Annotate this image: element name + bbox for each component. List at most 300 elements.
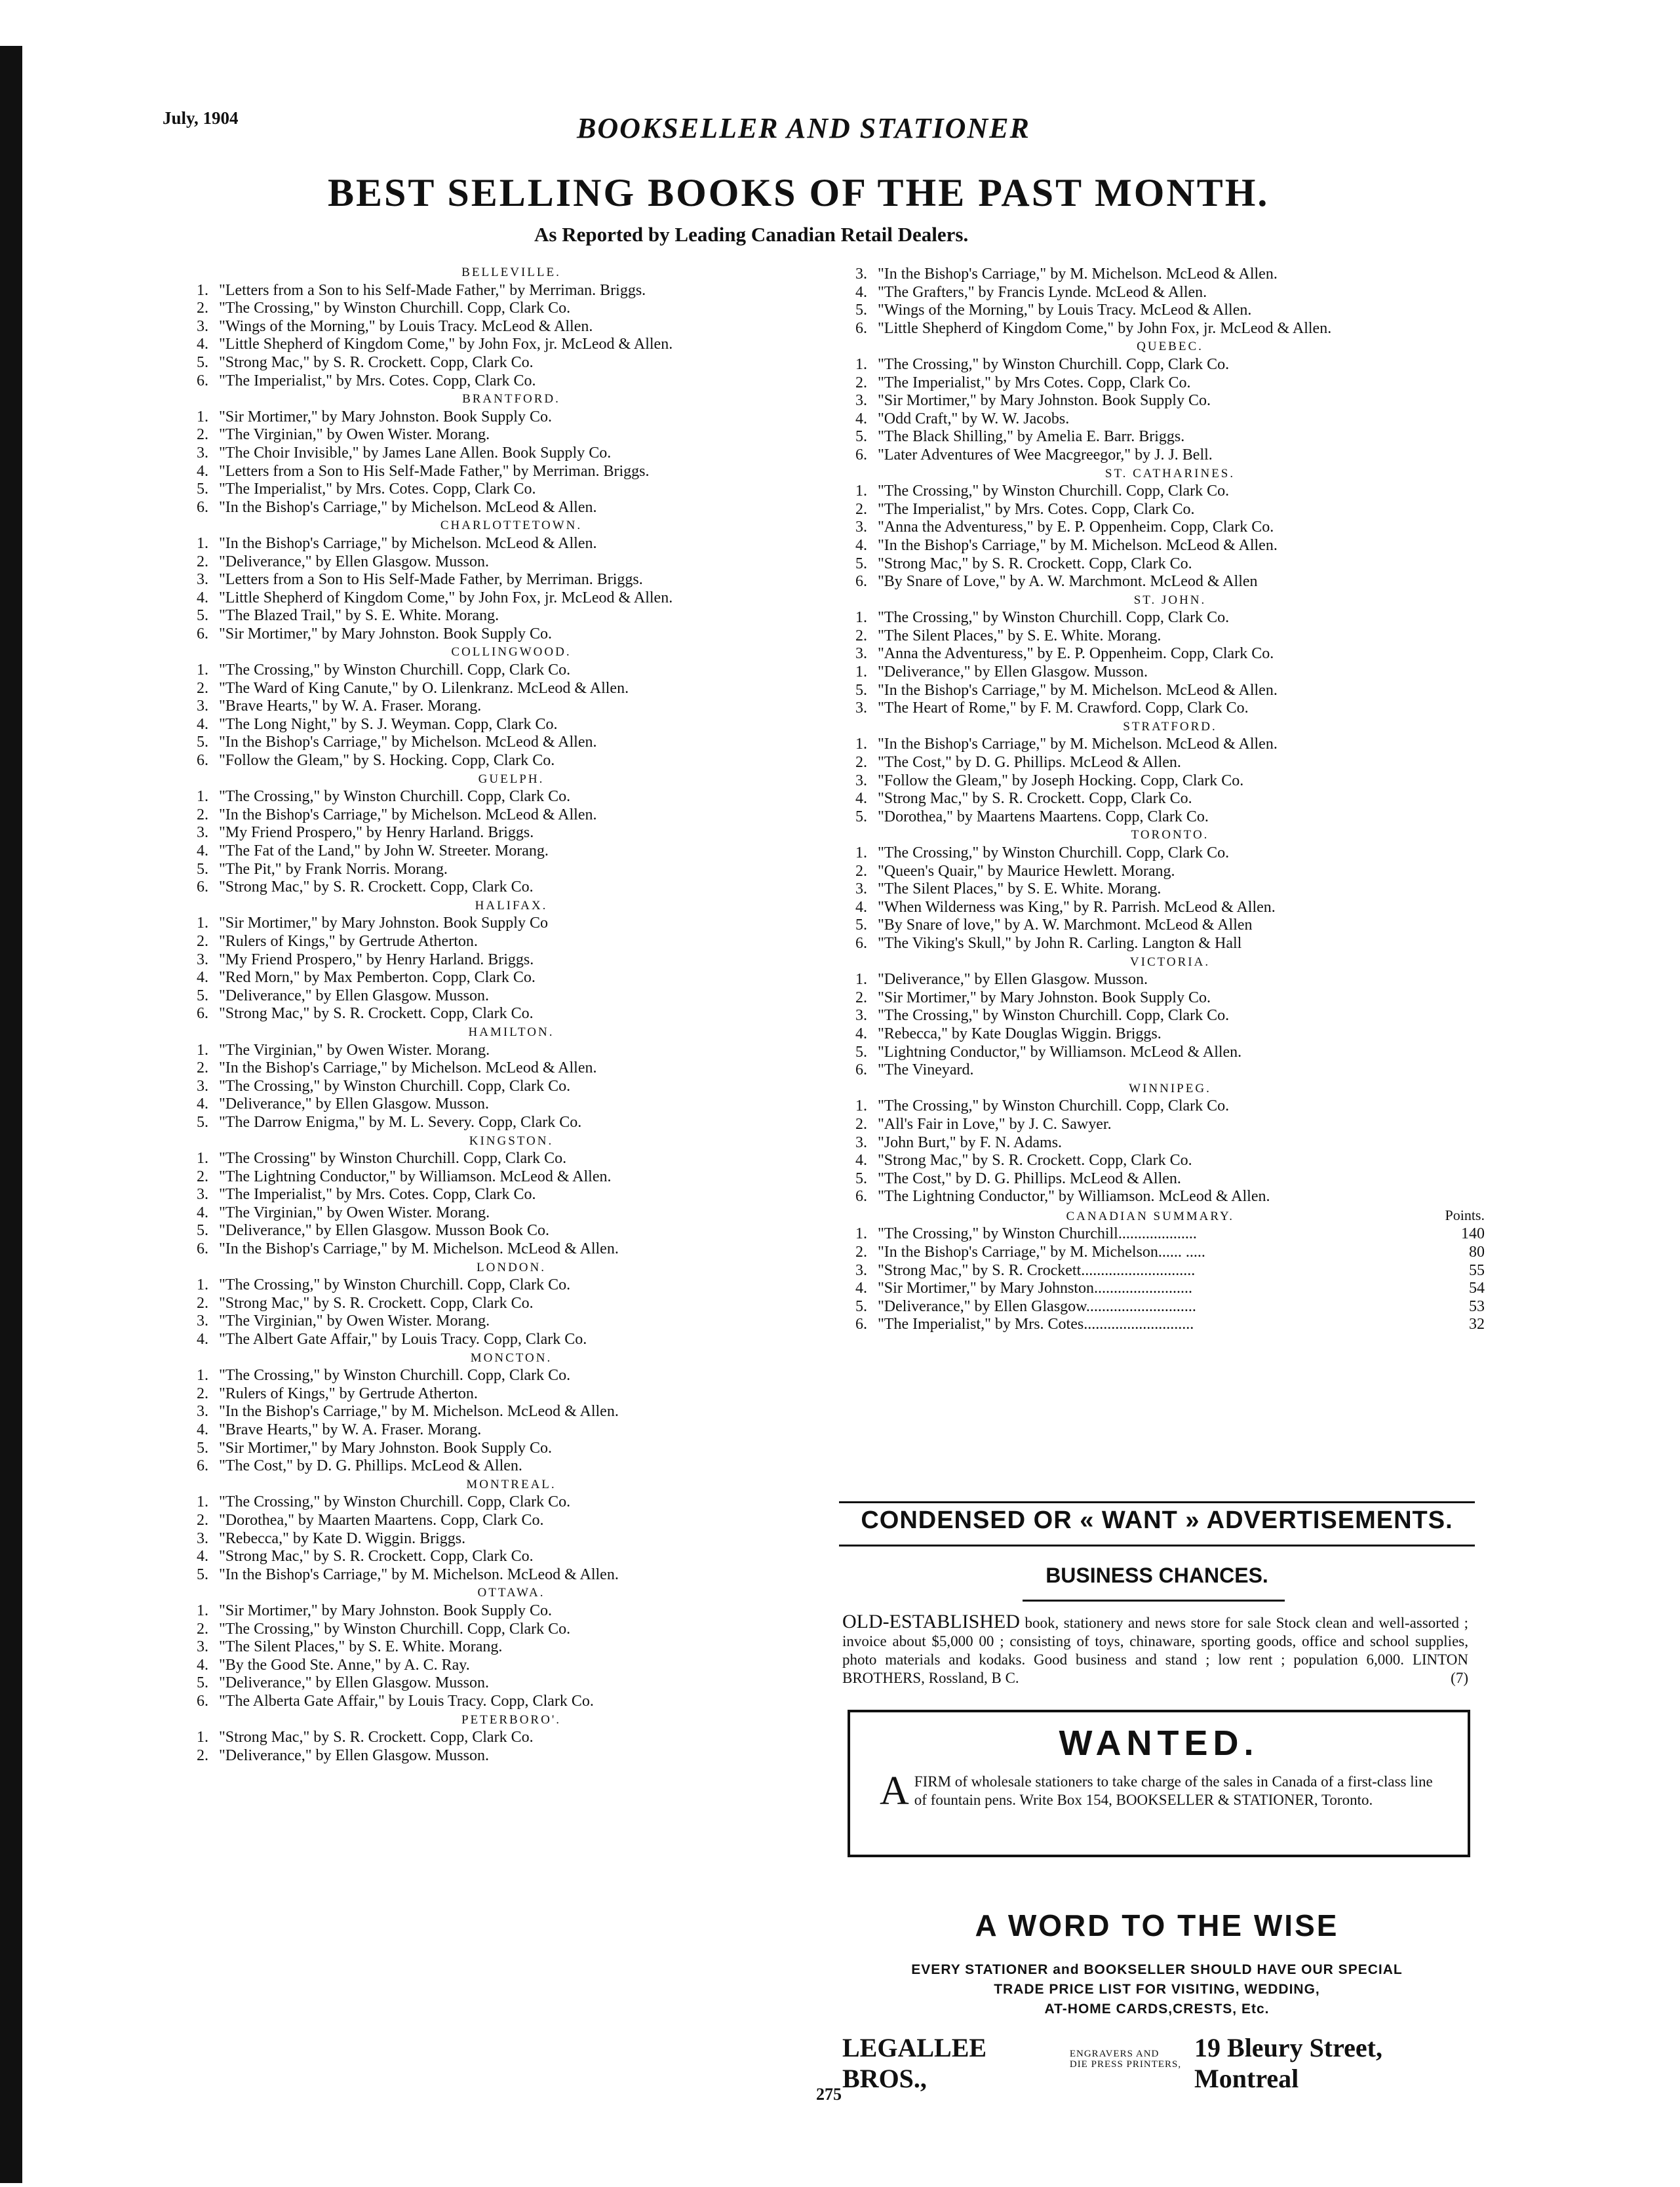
entry-text: "Strong Mac," by S. R. Crockett. Copp, Clark Co. bbox=[878, 555, 1192, 572]
book-entry bbox=[197, 499, 826, 517]
entry-text: "The Blazed Trail," by S. E. White. Morang. bbox=[219, 607, 499, 625]
entry-number: 4. bbox=[197, 1331, 208, 1349]
entry-number: 5. bbox=[197, 1113, 208, 1131]
entry-number: 6. bbox=[197, 372, 208, 389]
book-entry bbox=[197, 1186, 826, 1204]
wanted-dropcap: A bbox=[880, 1769, 909, 1813]
book-entry bbox=[197, 1005, 826, 1023]
city-heading: HAMILTON. bbox=[468, 1025, 555, 1039]
entry-number: 1. bbox=[855, 483, 867, 500]
city-section bbox=[855, 465, 1485, 591]
city-section bbox=[855, 826, 1485, 953]
book-entry bbox=[197, 661, 826, 680]
book-entry bbox=[197, 1457, 826, 1476]
entry-text: "The Heart of Rome," by F. M. Crawford. Copp, Clark Co. bbox=[878, 699, 1249, 717]
entry-number: 5. bbox=[197, 1439, 208, 1457]
city-section bbox=[197, 1476, 826, 1585]
book-entry bbox=[197, 1657, 826, 1675]
book-entry bbox=[197, 1440, 826, 1458]
entry-number: 5. bbox=[855, 1043, 867, 1061]
entry-text: "The Crossing," by Winston Churchill. Copp, Clark Co. bbox=[878, 355, 1230, 373]
entry-number: 4. bbox=[855, 1025, 867, 1042]
entry-number: 1. bbox=[197, 1041, 208, 1059]
entry-number: 2. bbox=[197, 1746, 208, 1764]
entry-text: "Odd Craft," by W. W. Jacobs. bbox=[878, 410, 1070, 427]
book-entry bbox=[197, 1729, 826, 1747]
entry-number: 1. bbox=[197, 1367, 208, 1385]
entry-text: "In the Bishop's Carriage," by M. Michelson. McLeod & Allen. bbox=[878, 681, 1278, 699]
book-entry bbox=[855, 501, 1485, 519]
book-entry bbox=[855, 392, 1485, 410]
city-heading: KINGSTON. bbox=[469, 1133, 554, 1148]
city-heading: QUEBEC. bbox=[1137, 340, 1203, 354]
entry-number: 1. bbox=[197, 1729, 208, 1746]
entry-text: "Deliverance," by Ellen Glasgow. Musson Book Co. bbox=[219, 1222, 549, 1240]
entry-number: 6. bbox=[197, 1457, 208, 1475]
entry-number: 3. bbox=[197, 1638, 208, 1656]
city-heading: HALIFAX. bbox=[475, 898, 548, 913]
city-heading: ST. JOHN. bbox=[1133, 593, 1207, 607]
entry-text: "The Vineyard. bbox=[878, 1061, 974, 1079]
wise-line-2: TRADE PRICE LIST FOR VISITING, WEDDING, bbox=[994, 1982, 1320, 1997]
city-section bbox=[197, 1132, 826, 1259]
entry-number: 2. bbox=[197, 1385, 208, 1402]
entry-text: "Letters from a Son to His Self-Made Father," by Merriman. Briggs. bbox=[219, 462, 650, 480]
summary-entry bbox=[855, 1298, 1485, 1316]
entry-number: 2. bbox=[197, 553, 208, 570]
entry-number: 3. bbox=[855, 645, 867, 663]
entry-number: 5. bbox=[855, 916, 867, 934]
book-entry bbox=[197, 1548, 826, 1566]
book-entry bbox=[197, 1747, 826, 1765]
entry-text: "The Silent Places," by S. E. White. Morang. bbox=[878, 880, 1162, 898]
entry-text: "My Friend Prospero," by Henry Harland. Briggs. bbox=[219, 824, 534, 842]
publication-title: BOOKSELLER AND STATIONER bbox=[577, 112, 1030, 144]
city-section bbox=[197, 1584, 826, 1710]
entry-text: "The Darrow Enigma," by M. L. Severy. Copp, Clark Co. bbox=[219, 1113, 582, 1131]
entry-number: 4. bbox=[855, 410, 867, 427]
entry-text: "The Alberta Gate Affair," by Louis Tracy. Copp, Clark Co. bbox=[219, 1692, 594, 1710]
book-entry bbox=[855, 1152, 1485, 1170]
entry-number: 2. bbox=[855, 989, 867, 1006]
entry-text: "Red Morn," by Max Pemberton. Copp, Clark Co. bbox=[219, 969, 536, 987]
entry-text: "Sir Mortimer," by Mary Johnston......................... bbox=[878, 1280, 1192, 1297]
entry-text: "Anna the Adventuress," by E. P. Oppenheim. Copp, Clark Co. bbox=[878, 645, 1274, 663]
city-section bbox=[197, 1259, 826, 1349]
book-entry bbox=[197, 806, 826, 825]
summary-points-label: Points. bbox=[1445, 1206, 1485, 1223]
book-entry bbox=[855, 899, 1485, 917]
entry-number: 2. bbox=[855, 500, 867, 518]
book-entry bbox=[855, 446, 1485, 465]
entry-number: 6. bbox=[197, 1692, 208, 1710]
legallee-trade-1: ENGRAVERS AND bbox=[1069, 2049, 1160, 2059]
entry-number: 1. bbox=[197, 1493, 208, 1511]
entry-text: "The Cost," by D. G. Phillips. McLeod & Allen. bbox=[878, 1170, 1181, 1187]
entry-number: 3. bbox=[855, 1133, 867, 1151]
book-entry bbox=[197, 734, 826, 752]
entry-text: "Sir Mortimer," by Mary Johnston. Book Supply Co bbox=[219, 915, 548, 932]
book-entry bbox=[197, 933, 826, 951]
entry-text: "Deliverance," by Ellen Glasgow. Musson. bbox=[219, 1746, 489, 1764]
entry-number: 6. bbox=[855, 573, 867, 591]
entry-number: 6. bbox=[197, 878, 208, 896]
city-heading: BELLEVILLE. bbox=[461, 266, 561, 279]
book-entry bbox=[197, 1078, 826, 1096]
book-entry bbox=[197, 1493, 826, 1512]
entry-text: "Strong Mac," by S. R. Crockett. Copp, Clark Co. bbox=[219, 1005, 534, 1023]
entry-number: 5. bbox=[855, 1170, 867, 1187]
entry-text: "The Crossing," by Winston Churchill. Copp, Clark Co. bbox=[219, 300, 571, 317]
book-entry bbox=[197, 372, 826, 391]
wanted-ad-box bbox=[848, 1710, 1470, 1857]
entry-text: "The Virginian," by Owen Wister. Morang. bbox=[219, 1041, 490, 1059]
book-entry bbox=[855, 1188, 1485, 1206]
entry-text: "Deliverance," by Ellen Glasgow. Musson. bbox=[219, 553, 489, 570]
book-entry bbox=[855, 266, 1485, 284]
entry-number: 2. bbox=[855, 1244, 867, 1261]
entry-number: 2. bbox=[855, 1115, 867, 1133]
entry-number: 5. bbox=[197, 607, 208, 625]
entry-text: "The Grafters," by Francis Lynde. McLeod & Allen. bbox=[878, 283, 1207, 301]
entry-number: 4. bbox=[197, 1548, 208, 1566]
summary-entry bbox=[855, 1280, 1485, 1298]
legallee-ad bbox=[842, 2032, 1472, 2094]
entry-number: 2. bbox=[197, 806, 208, 823]
book-entry bbox=[197, 426, 826, 444]
entry-number: 2. bbox=[197, 1059, 208, 1077]
entry-text: "Strong Mac," by S. R. Crockett. Copp, Clark Co. bbox=[219, 1548, 534, 1566]
entry-number: 1. bbox=[855, 844, 867, 861]
legallee-trade bbox=[1070, 2049, 1185, 2070]
entry-text: "Little Shepherd of Kingdom Come," by John Fox, jr. McLeod & Allen. bbox=[878, 319, 1332, 337]
wanted-body: FIRM of wholesale stationers to take charge of the sales in Canada of a first-class line of fountain pens. Write Box 154, BOOKSELLER & STATIONER, Toronto. bbox=[914, 1773, 1433, 1808]
book-entry bbox=[855, 627, 1485, 646]
entry-number: 5. bbox=[855, 1297, 867, 1315]
entry-number: 2. bbox=[197, 426, 208, 444]
entry-text: "When Wilderness was King," by R. Parrish. McLeod & Allen. bbox=[878, 898, 1276, 916]
legallee-trade-2: DIE PRESS PRINTERS, bbox=[1069, 2059, 1182, 2070]
city-heading: BRANTFORD. bbox=[462, 392, 560, 406]
entry-number: 2. bbox=[855, 754, 867, 772]
entry-text: "In the Bishop's Carriage," by M. Michelson. McLeod & Allen. bbox=[878, 536, 1278, 554]
summary-header bbox=[855, 1206, 1485, 1226]
wise-text bbox=[839, 1960, 1475, 2019]
entry-number: 3. bbox=[197, 824, 208, 842]
ads-bottom-rule bbox=[839, 1545, 1475, 1547]
book-entry bbox=[855, 699, 1485, 718]
page-subtitle: As Reported by Leading Canadian Retail Dealers. bbox=[534, 223, 969, 246]
book-entry bbox=[197, 1602, 826, 1621]
entry-number: 6. bbox=[855, 1061, 867, 1079]
entry-text: "Rulers of Kings," by Gertrude Atherton. bbox=[219, 932, 478, 950]
book-entry bbox=[197, 1403, 826, 1421]
entry-number: 6. bbox=[197, 498, 208, 516]
entry-text: "In the Bishop's Carriage," by Michelson. McLeod & Allen. bbox=[219, 498, 597, 516]
book-entry bbox=[855, 772, 1485, 791]
entry-text: "My Friend Prospero," by Henry Harland. Briggs. bbox=[219, 951, 534, 968]
entry-text: "In the Bishop's Carriage," by Michelson. McLeod & Allen. bbox=[219, 734, 597, 751]
city-heading: COLLINGWOOD. bbox=[451, 645, 572, 660]
entry-text: "In the Bishop's Carriage," by M. Michelson. McLeod & Allen. bbox=[219, 1240, 619, 1258]
book-entry bbox=[197, 571, 826, 589]
book-entry bbox=[197, 1638, 826, 1657]
entry-number: 1. bbox=[197, 408, 208, 425]
entry-text: "The Virginian," by Owen Wister. Morang. bbox=[219, 1312, 490, 1330]
entry-number: 1. bbox=[197, 534, 208, 552]
city-section bbox=[197, 1349, 826, 1476]
entry-number: 5. bbox=[855, 555, 867, 572]
city-heading: ST. CATHARINES. bbox=[1104, 466, 1236, 481]
entry-text: "In the Bishop's Carriage," by M. Michelson. McLeod & Allen. bbox=[878, 266, 1278, 283]
entry-number: 1. bbox=[197, 788, 208, 806]
entry-text: "Letters from a Son to His Self-Made Father, by Merriman. Briggs. bbox=[219, 571, 643, 589]
entry-number: 3. bbox=[197, 951, 208, 968]
entry-text: "The Crossing," by Winston Churchill. Copp, Clark Co. bbox=[878, 1097, 1230, 1115]
entry-text: "Brave Hearts," by W. A. Fraser. Morang. bbox=[219, 698, 482, 715]
entry-text: "Sir Mortimer," by Mary Johnston. Book Supply Co. bbox=[219, 625, 552, 642]
book-entry bbox=[197, 553, 826, 572]
city-heading: WINNIPEG. bbox=[1129, 1081, 1211, 1095]
entry-number: 5. bbox=[855, 808, 867, 825]
book-entry bbox=[855, 284, 1485, 302]
book-entry bbox=[197, 861, 826, 879]
left-column bbox=[197, 264, 826, 1765]
entry-text: "The Crossing," by Winston Churchill. Copp, Clark Co. bbox=[219, 1276, 571, 1294]
book-entry bbox=[197, 354, 826, 372]
book-entry bbox=[855, 1134, 1485, 1153]
city-heading: STRATFORD. bbox=[1123, 719, 1217, 734]
book-entry bbox=[855, 808, 1485, 827]
city-section bbox=[855, 266, 1485, 338]
entry-number: 2. bbox=[855, 627, 867, 644]
city-section bbox=[197, 264, 826, 390]
entry-text: "Wings of the Morning," by Louis Tracy. McLeod & Allen. bbox=[878, 302, 1252, 319]
entry-number: 1. bbox=[855, 971, 867, 989]
book-entry bbox=[855, 1097, 1485, 1116]
entry-number: 4. bbox=[197, 969, 208, 987]
entry-number: 5. bbox=[197, 1674, 208, 1692]
entry-number: 1. bbox=[197, 1150, 208, 1168]
book-entry bbox=[197, 1512, 826, 1530]
entry-text: "By Snare of Love," by A. W. Marchmont. McLeod & Allen bbox=[878, 573, 1258, 591]
entry-text: "The Imperialist," by Mrs. Cotes. Copp, Clark Co. bbox=[219, 481, 536, 498]
entry-text: "Strong Mac," by S. R. Crockett. Copp, Clark Co. bbox=[219, 1294, 534, 1312]
entry-number: 3. bbox=[197, 1186, 208, 1204]
business-ad bbox=[842, 1613, 1468, 1687]
entry-number: 4. bbox=[855, 1280, 867, 1297]
book-entry bbox=[197, 1530, 826, 1548]
book-entry bbox=[855, 374, 1485, 393]
entry-number: 4. bbox=[855, 283, 867, 301]
entry-text: "Sir Mortimer," by Mary Johnston. Book Supply Co. bbox=[219, 1439, 552, 1457]
book-entry bbox=[197, 535, 826, 553]
book-entry bbox=[855, 645, 1485, 663]
entry-text: "Letters from a Son to his Self-Made Father," by Merriman. Briggs. bbox=[219, 281, 646, 299]
city-section bbox=[855, 953, 1485, 1080]
city-heading: LONDON. bbox=[477, 1260, 546, 1274]
entry-number: 3. bbox=[197, 317, 208, 335]
entry-number: 6. bbox=[197, 1240, 208, 1258]
book-entry bbox=[855, 555, 1485, 574]
entry-number: 5. bbox=[197, 860, 208, 878]
book-entry bbox=[855, 302, 1485, 320]
page-edge-shadow bbox=[0, 46, 22, 2183]
entry-text: "The Lightning Conductor," by Williamson. McLeod & Allen. bbox=[878, 1188, 1270, 1206]
entry-text: "Follow the Gleam," by S. Hocking. Copp, Clark Co. bbox=[219, 752, 555, 770]
book-entry bbox=[197, 1295, 826, 1313]
book-entry bbox=[197, 824, 826, 842]
book-entry bbox=[197, 915, 826, 933]
city-section bbox=[197, 770, 826, 897]
summary-entries bbox=[855, 1225, 1485, 1334]
book-entry bbox=[197, 1367, 826, 1385]
entry-text: "The Crossing," by Winston Churchill. Copp, Clark Co. bbox=[219, 1077, 571, 1095]
city-heading: MONTREAL. bbox=[466, 1477, 557, 1491]
book-entry bbox=[855, 428, 1485, 446]
city-section bbox=[197, 897, 826, 1023]
entry-text: "Sir Mortimer," by Mary Johnston. Book Supply Co. bbox=[878, 392, 1211, 410]
book-entry bbox=[197, 1095, 826, 1114]
entry-text: "The Imperialist," by Mrs. Cotes............................ bbox=[878, 1316, 1194, 1333]
entry-text: "Deliverance," by Ellen Glasgow. Musson. bbox=[878, 663, 1148, 681]
book-entry bbox=[197, 1312, 826, 1331]
book-entry bbox=[855, 916, 1485, 935]
entry-number: 1. bbox=[855, 1225, 867, 1243]
entry-text: "Queen's Quair," by Maurice Hewlett. Morang. bbox=[878, 862, 1175, 880]
entry-text: "In the Bishop's Carriage," by M. Michelson. McLeod & Allen. bbox=[878, 736, 1278, 753]
city-heading: MONCTON. bbox=[470, 1350, 553, 1365]
book-entry bbox=[855, 663, 1485, 682]
wanted-ad-text bbox=[880, 1769, 1441, 1813]
entry-text: "Strong Mac," by S. R. Crockett. Copp, Clark Co. bbox=[219, 878, 534, 896]
book-entry bbox=[197, 987, 826, 1006]
wise-line-3: AT-HOME CARDS,CRESTS, Etc. bbox=[1044, 2001, 1270, 2017]
entry-number: 4. bbox=[855, 898, 867, 916]
book-entry bbox=[197, 1621, 826, 1639]
entry-number: 5. bbox=[197, 1566, 208, 1583]
entry-text: "In the Bishop's Carriage," by Michelson. McLeod & Allen. bbox=[219, 806, 597, 823]
entry-number: 3. bbox=[855, 392, 867, 410]
book-entry bbox=[855, 790, 1485, 808]
book-entry bbox=[855, 682, 1485, 700]
book-entry bbox=[197, 951, 826, 970]
entry-number: 1. bbox=[197, 915, 208, 932]
book-entry bbox=[197, 752, 826, 770]
book-entry bbox=[197, 1042, 826, 1060]
entry-text: "The Crossing," by Winston Churchill. Copp, Clark Co. bbox=[878, 844, 1230, 861]
city-heading: VICTORIA. bbox=[1129, 955, 1211, 969]
entry-text: "Rebecca," by Kate D. Wiggin. Briggs. bbox=[219, 1529, 466, 1547]
entry-text: "The Viking's Skull," by John R. Carling. Langton & Hall bbox=[878, 934, 1242, 952]
entry-number: 2. bbox=[197, 679, 208, 697]
book-entry bbox=[197, 336, 826, 354]
city-heading: TORONTO. bbox=[1131, 828, 1209, 842]
entry-number: 3. bbox=[855, 772, 867, 789]
entry-text: "Anna the Adventuress," by E. P. Oppenheim. Copp, Clark Co. bbox=[878, 519, 1274, 536]
entry-number: 5. bbox=[855, 681, 867, 699]
entry-number: 3. bbox=[197, 444, 208, 462]
entry-text: "Deliverance," by Ellen Glasgow............................ bbox=[878, 1297, 1196, 1315]
entry-text: "Strong Mac," by S. R. Crockett............................. bbox=[878, 1261, 1196, 1279]
entry-text: "The Crossing," by Winston Churchill. Copp, Clark Co. bbox=[878, 609, 1230, 627]
entry-number: 6. bbox=[855, 319, 867, 337]
entry-number: 4. bbox=[197, 336, 208, 353]
entry-number: 5. bbox=[197, 1222, 208, 1240]
book-entry bbox=[855, 1116, 1485, 1134]
book-entry bbox=[197, 878, 826, 897]
business-rule bbox=[1023, 1600, 1285, 1602]
entry-text: "Strong Mac," by S. R. Crockett. Copp, Clark Co. bbox=[219, 353, 534, 371]
entry-number: 4. bbox=[855, 790, 867, 808]
city-section bbox=[855, 718, 1485, 827]
business-chances-heading: BUSINESS CHANCES. bbox=[1045, 1564, 1268, 1587]
book-entry bbox=[197, 680, 826, 698]
summary-heading: CANADIAN SUMMARY. bbox=[1066, 1209, 1234, 1223]
entry-text: "By the Good Ste. Anne," by A. C. Ray. bbox=[219, 1656, 470, 1674]
entry-text: "By Snare of love," by A. W. Marchmont. McLeod & Allen bbox=[878, 916, 1253, 934]
entry-text: "Dorothea," by Maarten Maartens. Copp, Clark Co. bbox=[219, 1511, 544, 1529]
entry-text: "Strong Mac," by S. R. Crockett. Copp, Clark Co. bbox=[878, 790, 1192, 808]
entry-number: 4. bbox=[197, 842, 208, 859]
city-section bbox=[197, 390, 826, 517]
book-entry bbox=[197, 1222, 826, 1240]
business-ad-lead: OLD-ESTABLISHED bbox=[842, 1611, 1020, 1632]
book-entry bbox=[197, 698, 826, 716]
entry-text: "The Imperialist," by Mrs. Cotes. Copp, Clark Co. bbox=[878, 500, 1195, 518]
canadian-summary bbox=[855, 1206, 1485, 1334]
city-heading: CHARLOTTETOWN. bbox=[440, 519, 583, 533]
entry-text: "The Crossing," by Winston Churchill. Copp, Clark Co. bbox=[219, 1367, 571, 1385]
entry-text: "The Crossing," by Winston Churchill. Copp, Clark Co. bbox=[219, 1620, 571, 1638]
entry-text: "In the Bishop's Carriage," by Michelson. McLeod & Allen. bbox=[219, 1059, 597, 1077]
book-entry bbox=[855, 483, 1485, 501]
page-title: BEST SELLING BOOKS OF THE PAST MONTH. bbox=[328, 171, 1270, 214]
entry-number: 1. bbox=[855, 663, 867, 681]
book-entry bbox=[197, 625, 826, 644]
entry-text: "In the Bishop's Carriage," by M. Michelson...... ..... bbox=[878, 1244, 1205, 1261]
entry-number: 3. bbox=[197, 1529, 208, 1547]
entry-number: 2. bbox=[197, 1511, 208, 1529]
entry-number: 3. bbox=[197, 698, 208, 715]
entry-number: 5. bbox=[197, 481, 208, 498]
city-section bbox=[197, 643, 826, 770]
entry-number: 6. bbox=[855, 446, 867, 463]
entry-number: 4. bbox=[197, 589, 208, 606]
book-entry bbox=[197, 444, 826, 463]
summary-entry bbox=[855, 1244, 1485, 1262]
book-entry bbox=[855, 880, 1485, 899]
book-entry bbox=[855, 736, 1485, 754]
entry-text: "Follow the Gleam," by Joseph Hocking. Copp, Clark Co. bbox=[878, 772, 1244, 789]
entry-text: "The Crossing," by Winston Churchill. Copp, Clark Co. bbox=[878, 1007, 1230, 1025]
entry-text: "All's Fair in Love," by J. C. Sawyer. bbox=[878, 1115, 1112, 1133]
book-entry bbox=[197, 481, 826, 499]
entry-text: "In the Bishop's Carriage," by M. Michelson. McLeod & Allen. bbox=[219, 1403, 619, 1421]
entry-text: "The Cost," by D. G. Phillips. McLeod & Allen. bbox=[878, 754, 1181, 772]
entry-text: "The Lightning Conductor," by Williamson. McLeod & Allen. bbox=[219, 1168, 612, 1185]
page-number: 275 bbox=[816, 2085, 842, 2104]
book-entry bbox=[197, 1240, 826, 1259]
business-ad-text: book, stationery and news store for sale Stock clean and well-assorted ; invoice about $5,000 00 ; consisting of toys, chinaware, sporting goods, office and school supplies, photo materials and kodaks. Good business and stand ; low rent ; population 6,000. LINTON BROTHERS, Rossland, B C. bbox=[842, 1615, 1468, 1686]
entry-number: 1. bbox=[197, 661, 208, 679]
entry-text: "Wings of the Morning," by Louis Tracy. McLeod & Allen. bbox=[219, 317, 593, 335]
book-entry bbox=[197, 589, 826, 608]
entry-number: 5. bbox=[197, 353, 208, 371]
city-section bbox=[855, 1080, 1485, 1206]
entry-number: 2. bbox=[855, 862, 867, 880]
entry-number: 4. bbox=[197, 1095, 208, 1113]
